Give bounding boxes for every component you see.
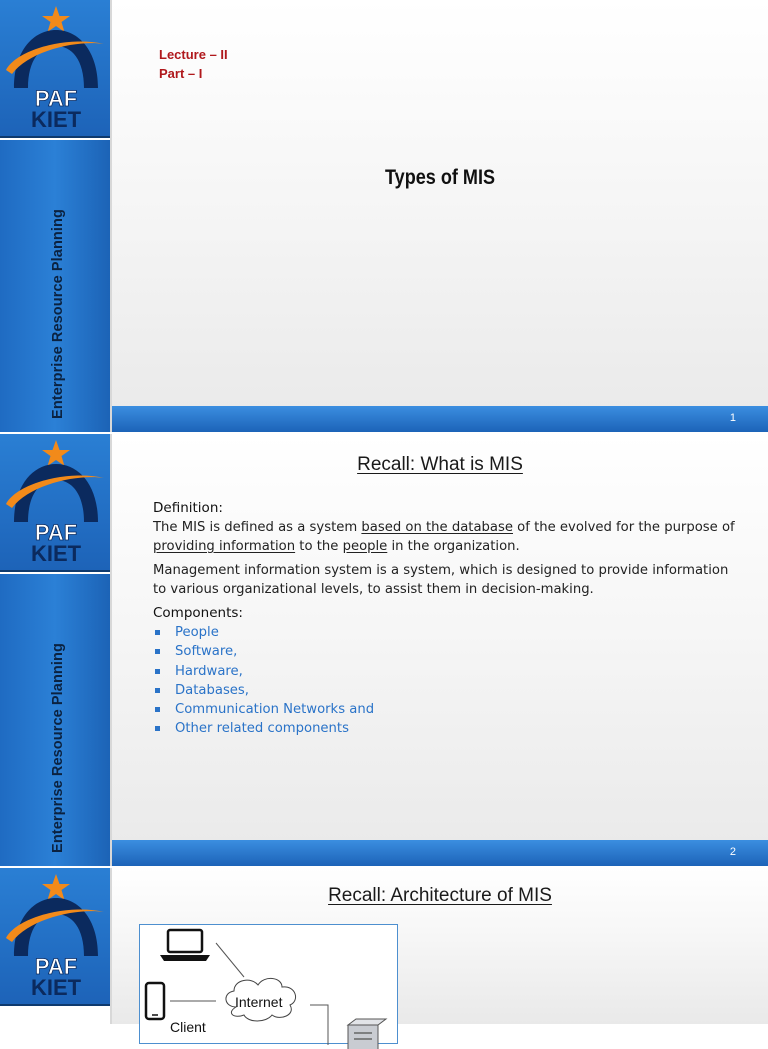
- definition-block: [153, 499, 743, 739]
- page-number: 1: [729, 412, 736, 424]
- paf-kiet-logo: [0, 868, 110, 1006]
- definition-paragraph-2: Management information system is a system, which is designed to provide information to various organizational levels, to assist them in decision-making.: [153, 563, 729, 597]
- slide-background: [112, 0, 768, 432]
- connector-line: [216, 943, 244, 977]
- list-item: Other related components: [153, 719, 743, 738]
- star-icon: [42, 6, 70, 32]
- slide-1: [0, 0, 768, 432]
- components-heading: Components:: [153, 605, 243, 621]
- logo-line1: PAF: [34, 954, 78, 979]
- logo-line1: PAF: [34, 86, 78, 111]
- definition-paragraph-1: The MIS is defined as a system based on the database of the evolved for the purpose of providing information to the people in the organization.: [153, 520, 735, 554]
- page-title-text: Recall: Architecture of MIS: [328, 885, 552, 906]
- logo-line2: KIET: [30, 107, 82, 132]
- footer-bar: [112, 840, 768, 866]
- logo-line1: PAF: [34, 520, 78, 545]
- footer-bar: [112, 406, 768, 432]
- page-number: 2: [729, 846, 736, 858]
- logo-graphic: [0, 0, 110, 138]
- slide-3: [0, 868, 768, 1035]
- logo-line2: KIET: [30, 541, 82, 566]
- list-item: Software,: [153, 642, 743, 661]
- components-list: [153, 623, 743, 739]
- sidebar-edge: [110, 434, 112, 866]
- server-icon: [348, 1019, 386, 1049]
- internet-label: Internet: [235, 994, 283, 1010]
- sidebar-edge: [110, 0, 112, 432]
- page-title: [112, 454, 768, 476]
- list-item: Databases,: [153, 681, 743, 700]
- vertical-title-text: Enterprise Resource Planning: [50, 643, 66, 853]
- slide-2: [0, 434, 768, 866]
- list-item: Hardware,: [153, 662, 743, 681]
- slide-sidebar: [0, 868, 112, 1024]
- logo-graphic: [0, 868, 110, 1006]
- page-title: [112, 885, 768, 907]
- page-title-text: Recall: What is MIS: [357, 454, 523, 475]
- laptop-icon: [160, 930, 210, 961]
- vertical-title-text: Enterprise Resource Planning: [50, 209, 66, 419]
- page-title: Types of MIS: [384, 166, 496, 189]
- star-icon: [42, 874, 70, 900]
- slide-sidebar: [0, 0, 112, 432]
- logo-graphic: [0, 434, 110, 572]
- list-item: Communication Networks and: [153, 700, 743, 719]
- connector-line: [310, 1005, 328, 1045]
- slide-sidebar: [0, 434, 112, 866]
- lecture-label: Lecture – II: [159, 47, 228, 62]
- part-label: Part – I: [159, 66, 203, 81]
- phone-icon: [146, 983, 164, 1019]
- star-icon: [42, 440, 70, 466]
- list-item: People: [153, 623, 743, 642]
- architecture-diagram: [139, 924, 398, 1044]
- client-label: Client: [170, 1019, 206, 1035]
- paf-kiet-logo: [0, 0, 110, 138]
- paf-kiet-logo: [0, 434, 110, 572]
- logo-line2: KIET: [30, 975, 82, 1000]
- definition-heading: Definition:: [153, 500, 223, 516]
